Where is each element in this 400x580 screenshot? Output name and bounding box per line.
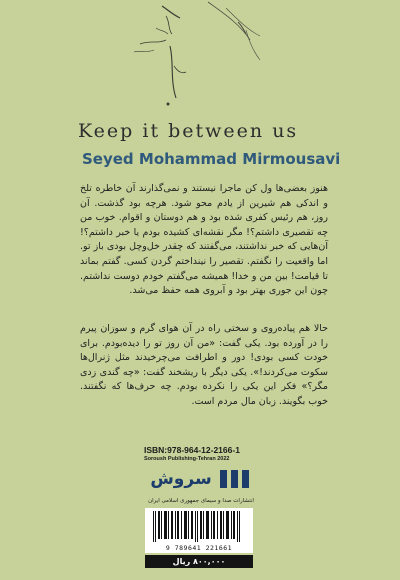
publisher-logo-icon [218,468,252,490]
author-name: Seyed Mohammad Mirmousavi [82,150,341,168]
isbn-text: ISBN:978-964-12-2166-1 [144,445,240,455]
barcode-digits: 9 789641 221661 [145,544,253,553]
publisher-name-en: Soroush Publishing-Tehran 2022 [144,456,230,462]
publisher-name-fa: انتشارات صدا و سیمای جمهوری اسلامی ایران [148,498,254,504]
book-title: Keep it between us [78,120,299,142]
back-cover-paragraph-1: هنوز بعضی‌ها ول کن ماجرا نیستند و نمی‌گذارند آن خاطره تلخ و اندکی هم شیرین از یادم محو شود. هرچه بود گذشت. آن روز، هم رئیس کفری شده بود و هم دوستان و اقوام. خوب من چه تقصیری داشتم؟! مگر نقشه‌ای کشیده بودم یا خبر داشتم؟! آن‌هایی که خبر نداشتند، می‌گفتند که چقدر خل‌وچل بودی باز تو. اما واقعیت را نگفتم. تقصیر را نینداختم گردن کسی. گفتم بماند تا قیامت! بین من و خدا! همیشه می‌گفتم خودم دوست نداشتم. چون این جوری بهتر بود و آبروی همه حفظ می‌شد. [80,183,328,297]
back-cover-paragraph-2: حالا هم پیاده‌روی و سختی راه در آن هوای گرم و سوزان پیرم را در آورده بود. یکی گفت: «من آن روز تو را دیده‌بودم. برای خودت کسی بودی! دور و اطرافت می‌چرخیدند مثل ژنرال‌ها سکوت می‌کردند!». یکی دیگر با ریشخند گفت: «چه گندی زدی مگر؟» فکر این یکی را نکرده بودم. چه حرف‌ها که نگفتند. خوب بگویند. زبان مال مردم است. [80,323,328,407]
barcode [145,508,253,544]
barcode-bars-icon [145,508,253,544]
price-label: ۸۰۰,۰۰۰ ریال [145,555,253,568]
publisher-logo-text: سروش [150,469,212,489]
ink-artwork [110,0,310,120]
